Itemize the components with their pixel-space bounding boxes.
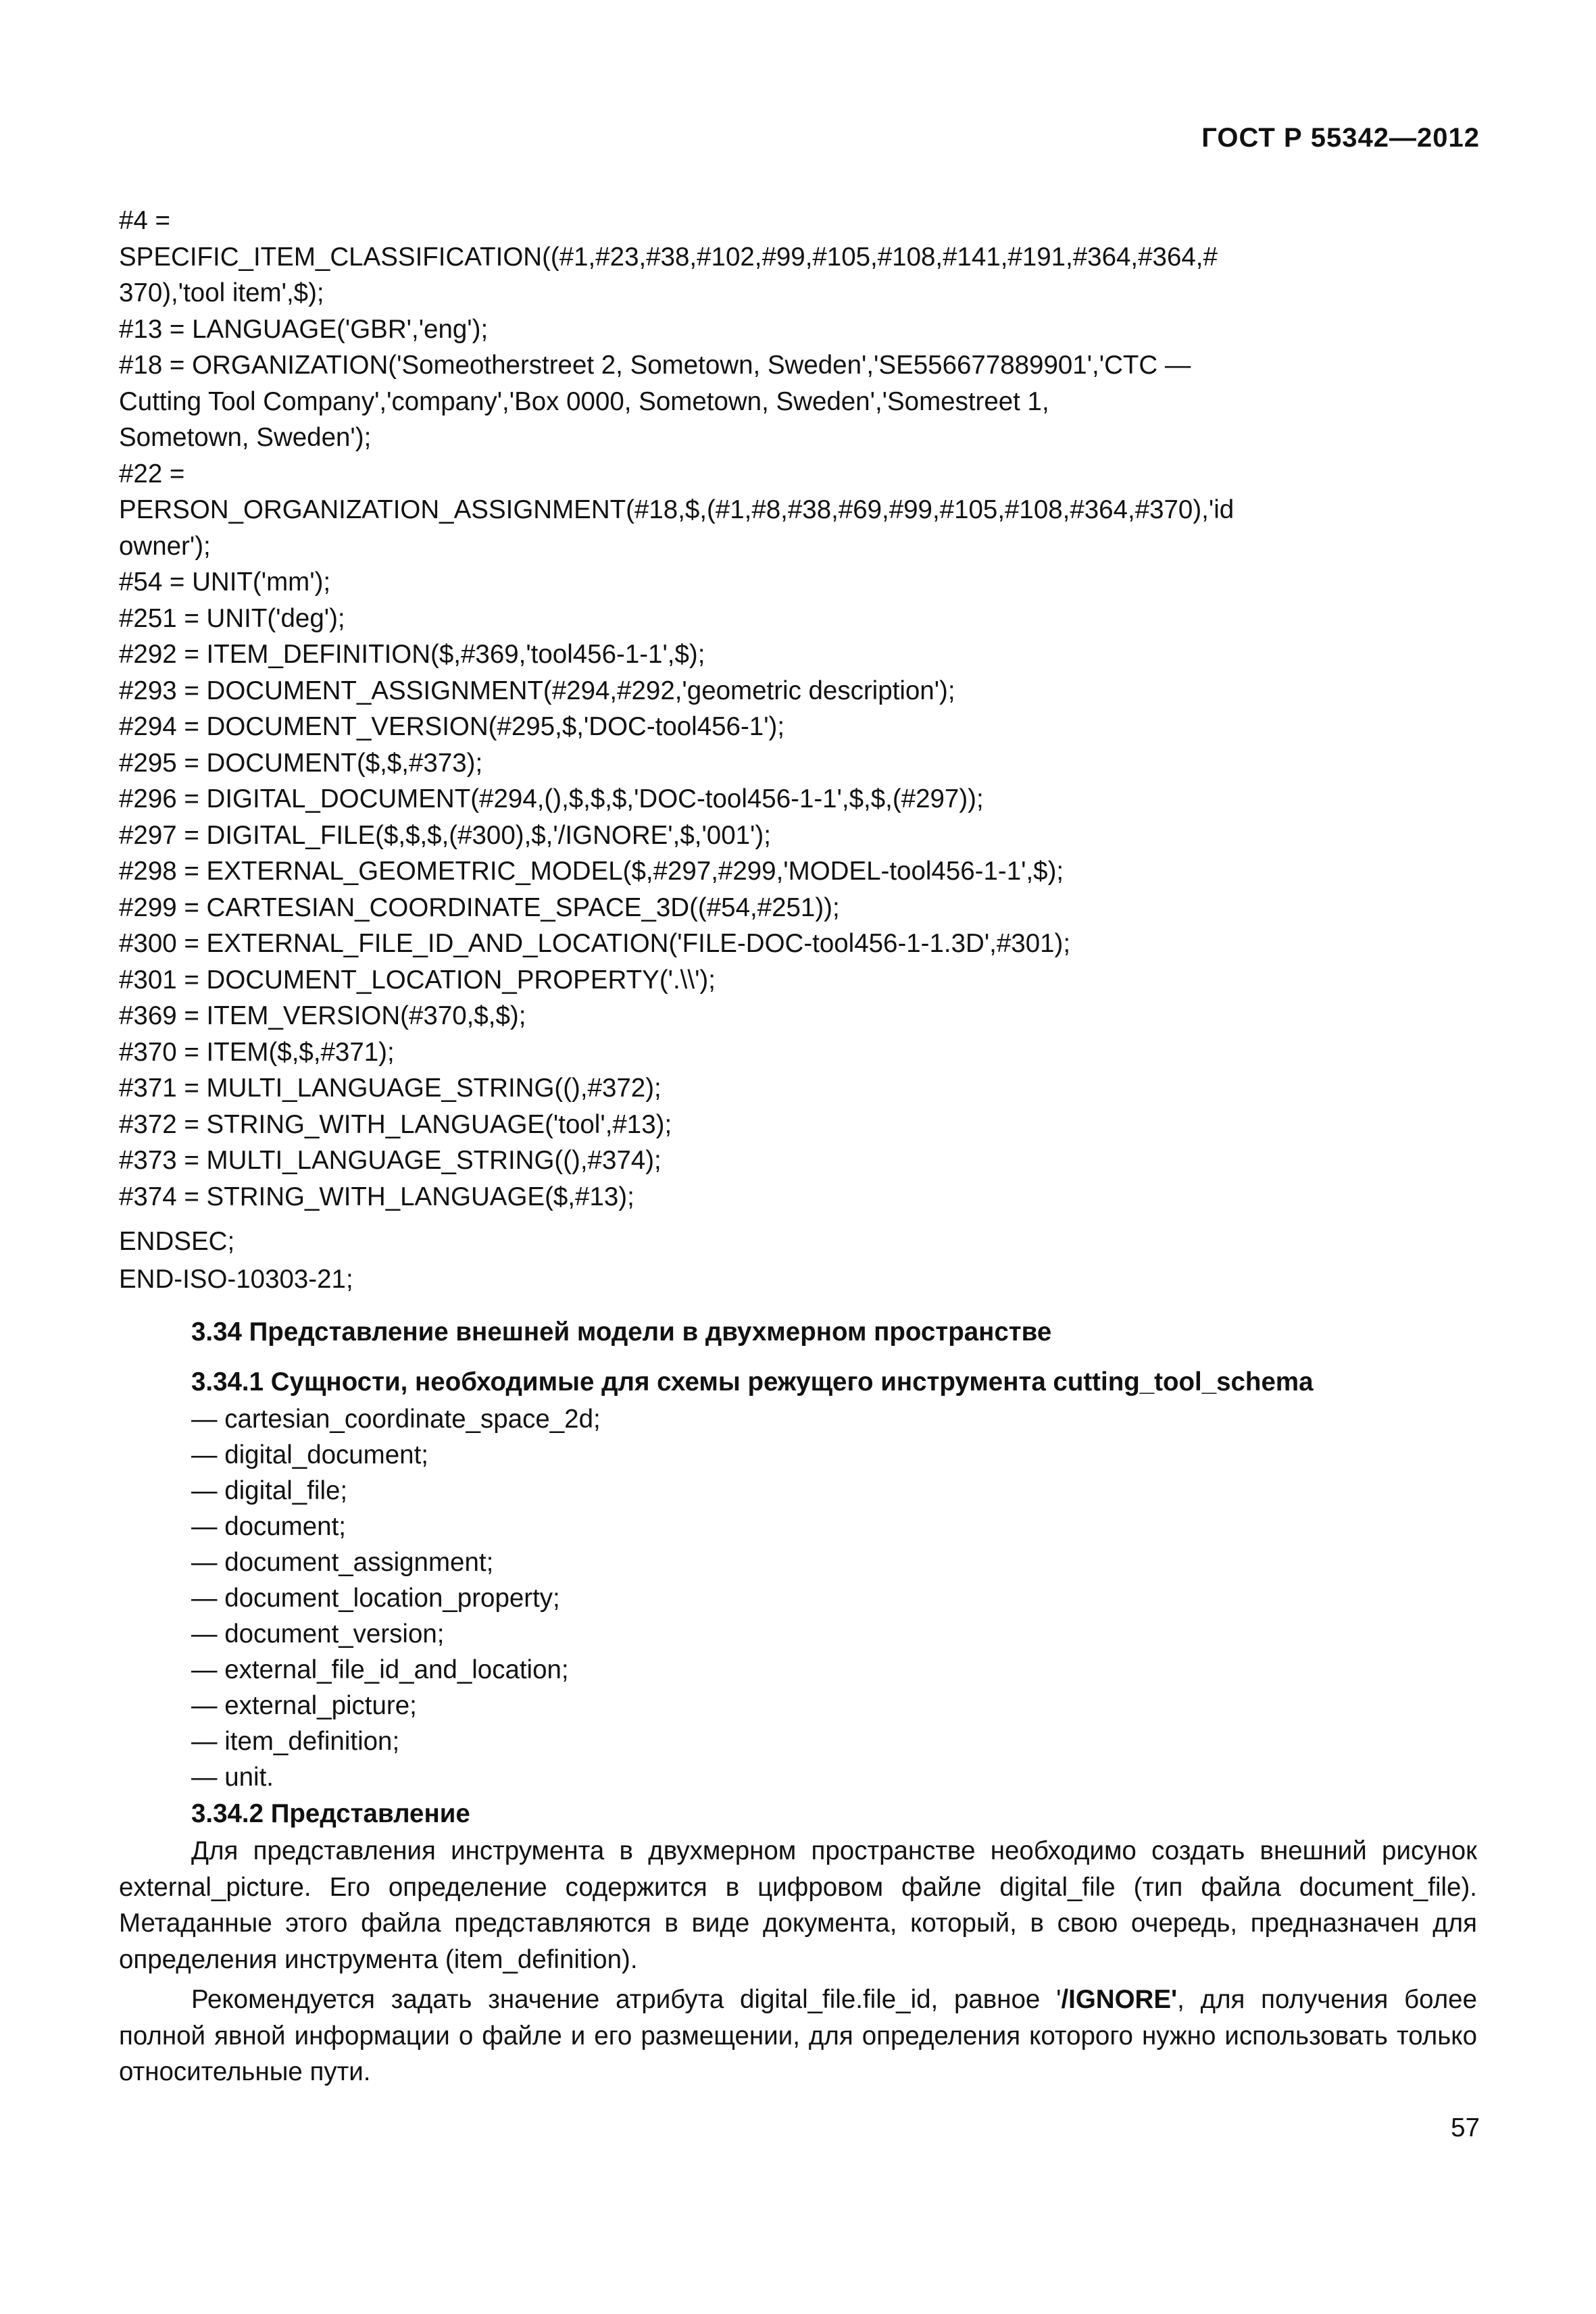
entity-list: [119, 1401, 1477, 1795]
code-line: #292 = ITEM_DEFINITION($,#369,'tool456-1-1',$);: [119, 640, 705, 669]
code-line: #22 =: [119, 459, 185, 488]
page-content: [119, 203, 1477, 2090]
code-line: #54 = UNIT('mm');: [119, 568, 331, 597]
code-line: #374 = STRING_WITH_LANGUAGE($,#13);: [119, 1182, 634, 1211]
code-line: #18 = ORGANIZATION('Someotherstreet 2, Sometown, Sweden','SE556677889901','CTC —: [119, 351, 1191, 380]
list-item: — unit.: [191, 1763, 274, 1792]
page-number: 57: [1451, 2113, 1480, 2142]
code-line: #300 = EXTERNAL_FILE_ID_AND_LOCATION('FILE-DOC-tool456-1-1.3D',#301);: [119, 929, 1071, 958]
list-item: — document;: [191, 1512, 346, 1541]
code-line: #296 = DIGITAL_DOCUMENT(#294,(),$,$,$,'DOC-tool456-1-1',$,$,(#297));: [119, 784, 984, 813]
paragraph-recommendation: [119, 1982, 1477, 2090]
code-line: #4 =: [119, 206, 171, 235]
end-line: END-ISO-10303-21;: [119, 1265, 353, 1294]
code-line: #297 = DIGITAL_FILE($,$,$,(#300),$,'/IGNORE',$,'001');: [119, 820, 771, 850]
end-line: ENDSEC;: [119, 1227, 235, 1256]
code-line: #293 = DOCUMENT_ASSIGNMENT(#294,#292,'geometric description');: [119, 676, 955, 705]
code-line: #370 = ITEM($,$,#371);: [119, 1037, 395, 1067]
list-item: — digital_file;: [191, 1476, 348, 1505]
paragraph-representation: Для представления инструмента в двухмерном пространстве необходимо создать внешний рисунок external_picture. Его определение содержится в цифровом файле digital_file (тип файла document_file). Метаданные этого файла представляются в виде документа, который, в свою очередь, предназначен для определения инструмента (item_definition).: [119, 1836, 1477, 1974]
code-line: #295 = DOCUMENT($,$,#373);: [119, 748, 483, 778]
step-end-block: [119, 1223, 1477, 1299]
list-item: — item_definition;: [191, 1727, 400, 1756]
list-item: — document_version;: [191, 1619, 445, 1649]
code-line: 370),'tool item',$);: [119, 278, 324, 307]
code-line: #301 = DOCUMENT_LOCATION_PROPERTY('.\\');: [119, 965, 716, 995]
code-line: SPECIFIC_ITEM_CLASSIFICATION((#1,#23,#38,#102,#99,#105,#108,#141,#191,#364,#364,#: [119, 242, 1218, 272]
paragraph-text: , для получения более полной явной информации о файле и его размещении, для определения которого нужно использовать только относительные пути.: [119, 1985, 1478, 2086]
subsection-heading-representation: 3.34.2 Представление: [191, 1799, 470, 1828]
subsection-heading-entities: 3.34.1 Сущности, необходимые для схемы режущего инструмента cutting_tool_schema: [191, 1367, 1314, 1397]
list-item: — document_location_property;: [191, 1584, 560, 1613]
code-line: #294 = DOCUMENT_VERSION(#295,$,'DOC-tool456-1');: [119, 712, 785, 741]
document-code-header: ГОСТ Р 55342—2012: [1201, 123, 1480, 153]
code-line: #369 = ITEM_VERSION(#370,$,$);: [119, 1001, 526, 1030]
code-line: #251 = UNIT('deg');: [119, 603, 345, 633]
code-line: #13 = LANGUAGE('GBR','eng');: [119, 314, 489, 344]
list-item: — digital_document;: [191, 1440, 428, 1469]
code-line: Sometown, Sweden');: [119, 423, 372, 452]
code-line: owner');: [119, 531, 211, 561]
code-line: #298 = EXTERNAL_GEOMETRIC_MODEL($,#297,#299,'MODEL-tool456-1-1',$);: [119, 857, 1064, 886]
code-line: #373 = MULTI_LANGUAGE_STRING((),#374);: [119, 1146, 662, 1175]
list-item: — external_file_id_and_location;: [191, 1655, 569, 1684]
code-line: Cutting Tool Company','company','Box 0000, Sometown, Sweden','Somestreet 1,: [119, 386, 1049, 416]
list-item: — document_assignment;: [191, 1548, 494, 1577]
list-item: — cartesian_coordinate_space_2d;: [191, 1405, 601, 1434]
code-line: #372 = STRING_WITH_LANGUAGE('tool',#13);: [119, 1109, 672, 1139]
code-line: #371 = MULTI_LANGUAGE_STRING((),#372);: [119, 1074, 662, 1103]
step-code-block: [119, 203, 1477, 1215]
ignore-value-bold: /IGNORE': [1061, 1985, 1178, 2014]
code-line: #299 = CARTESIAN_COORDINATE_SPACE_3D((#54,#251));: [119, 892, 840, 922]
list-item: — external_picture;: [191, 1691, 417, 1720]
code-line: PERSON_ORGANIZATION_ASSIGNMENT(#18,$,(#1,#8,#38,#69,#99,#105,#108,#364,#370),'id: [119, 495, 1235, 524]
section-heading: 3.34 Представление внешней модели в двухмерном пространстве: [191, 1317, 1052, 1347]
paragraph-text: Рекомендуется задать значение атрибута digital_file.file_id, равное ': [191, 1985, 1062, 2014]
